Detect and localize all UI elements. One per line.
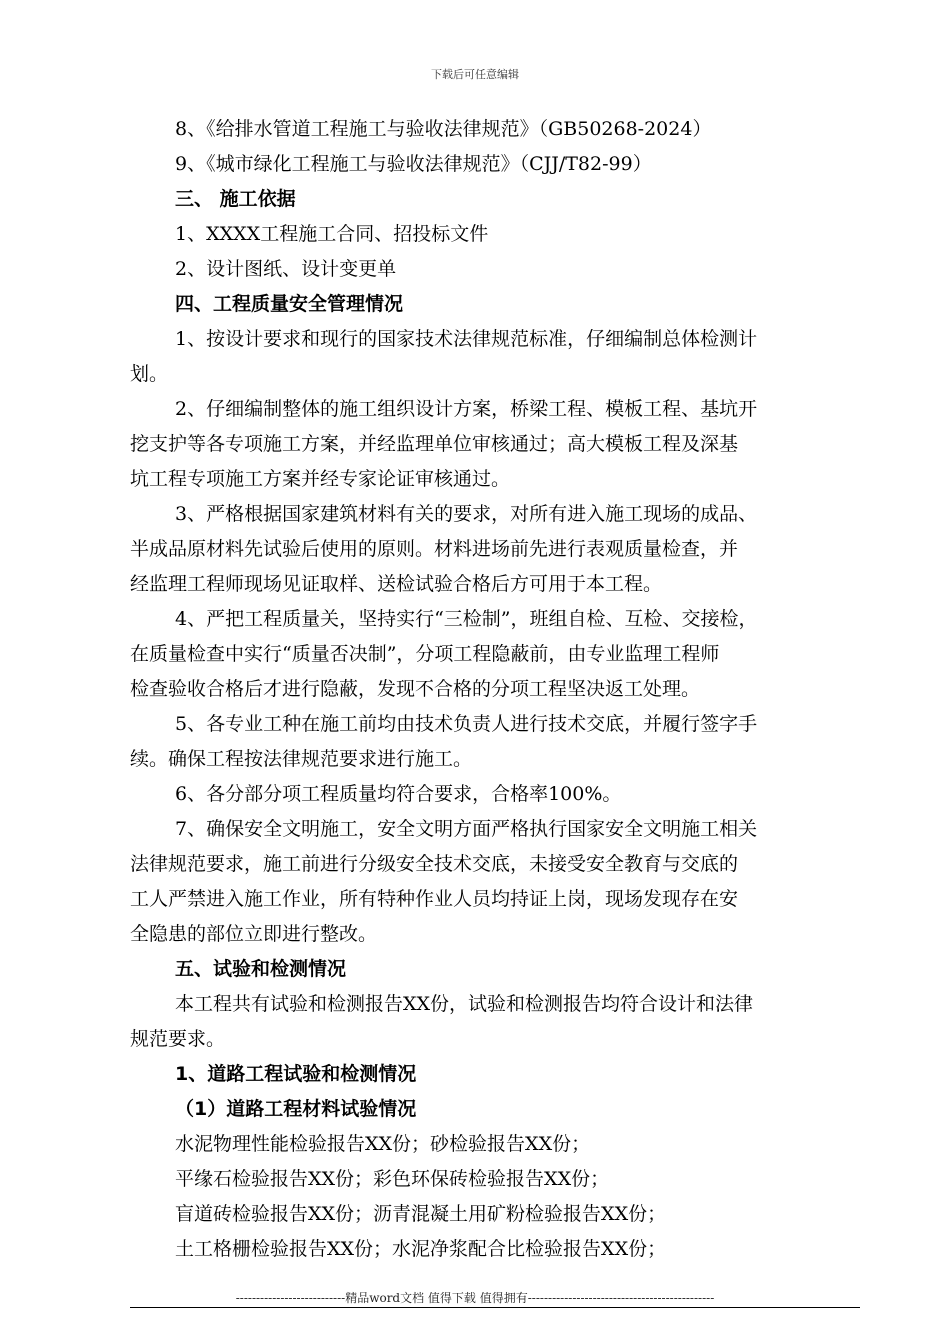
paragraph-line: 续。确保工程按法律规范要求进行施工。 <box>130 748 473 770</box>
paragraph-line: 7、确保安全文明施工，安全文明方面严格执行国家安全文明施工相关 <box>175 818 758 840</box>
paragraph-line: 3、严格根据国家建筑材料有关的要求，对所有进入施工现场的成品、 <box>175 503 758 525</box>
paragraph-line: 平缘石检验报告XX份；彩色环保砖检验报告XX份； <box>175 1168 610 1190</box>
paragraph-line: 1、XXXX工程施工合同、招投标文件 <box>175 223 489 245</box>
footer-rule <box>130 1307 860 1308</box>
paragraph-line: 半成品原材料先试验后使用的原则。材料进场前先进行表观质量检查，并 <box>130 538 739 560</box>
paragraph-line: 8、《给排水管道工程施工与验收法律规范》（GB50268-2024） <box>175 118 712 140</box>
section-heading: 三、 施工依据 <box>175 188 296 210</box>
section-heading: 1、道路工程试验和检测情况 <box>175 1063 417 1085</box>
page-header: 下载后可任意编辑 <box>431 68 519 81</box>
paragraph-line: 5、各专业工种在施工前均由技术负责人进行技术交底，并履行签字手 <box>175 713 758 735</box>
paragraph-line: 全隐患的部位立即进行整改。 <box>130 923 378 945</box>
paragraph-line: 盲道砖检验报告XX份；沥青混凝土用矿粉检验报告XX份； <box>175 1203 667 1225</box>
paragraph-line: 工人严禁进入施工作业，所有特种作业人员均持证上岗，现场发现存在安 <box>130 888 739 910</box>
section-heading: 四、工程质量安全管理情况 <box>175 293 404 315</box>
page-footer: ---------------------------精品word文档 值得下载 值得拥有---------------------------------------------- <box>235 1291 715 1305</box>
paragraph-line: 9、《城市绿化工程施工与验收法律规范》（CJJ/T82-99） <box>175 153 652 175</box>
paragraph-line: 水泥物理性能检验报告XX份；砂检验报告XX份； <box>175 1133 591 1155</box>
paragraph-line: 2、仔细编制整体的施工组织设计方案，桥梁工程、模板工程、基坑开 <box>175 398 758 420</box>
paragraph-line: 1、按设计要求和现行的国家技术法律规范标准，仔细编制总体检测计 <box>175 328 758 350</box>
paragraph-line: 挖支护等各专项施工方案，并经监理单位审核通过；高大模板工程及深基 <box>130 433 739 455</box>
paragraph-line: 划。 <box>130 363 169 385</box>
document-body <box>130 112 860 1267</box>
paragraph-line: 6、各分部分项工程质量均符合要求，合格率100%。 <box>175 783 622 805</box>
paragraph-line: 规范要求。 <box>130 1028 226 1050</box>
section-heading: 五、试验和检测情况 <box>175 958 347 980</box>
paragraph-line: 检查验收合格后才进行隐蔽，发现不合格的分项工程坚决返工处理。 <box>130 678 701 700</box>
paragraph-line: 2、设计图纸、设计变更单 <box>175 258 397 280</box>
paragraph-line: 坑工程专项施工方案并经专家论证审核通过。 <box>130 468 511 490</box>
section-heading: （1）道路工程材料试验情况 <box>175 1098 417 1120</box>
paragraph-line: 在质量检查中实行“质量否决制”，分项工程隐蔽前，由专业监理工程师 <box>130 643 720 665</box>
paragraph-line: 4、严把工程质量关，坚持实行“三检制”，班组自检、互检、交接检， <box>175 608 758 630</box>
paragraph-line: 经监理工程师现场见证取样、送检试验合格后方可用于本工程。 <box>130 573 663 595</box>
paragraph-line: 土工格栅检验报告XX份；水泥净浆配合比检验报告XX份； <box>175 1238 667 1260</box>
paragraph-line: 法律规范要求，施工前进行分级安全技术交底，未接受安全教育与交底的 <box>130 853 739 875</box>
paragraph-line: 本工程共有试验和检测报告XX份，试验和检测报告均符合设计和法律 <box>175 993 754 1015</box>
